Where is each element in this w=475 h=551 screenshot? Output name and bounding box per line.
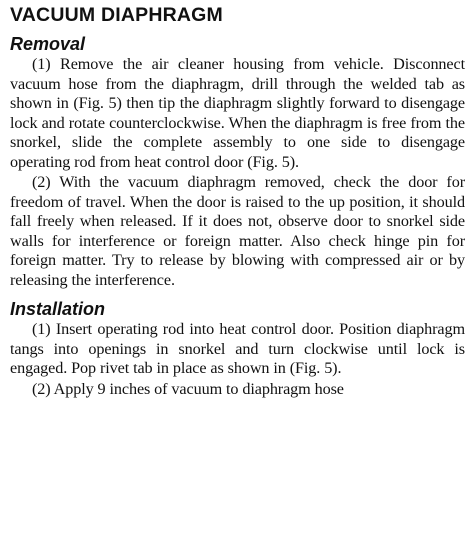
removal-step-1: (1) Remove the air cleaner housing from vehicle. Disconnect vacuum hose from the diaphragm, drill through the welded tab as shown in (Fig. 5) then tip the diaphragm slightly forward to disengage lock and rotate counterclockwise. When the diaphragm is free from the snorkel, slide the complete assembly to one side to disengage operating rod from heat control door (Fig. 5). [10,55,465,171]
installation-heading: Installation [10,299,106,319]
installation-section [10,298,465,399]
removal-step-2: (2) With the vacuum diaphragm removed, check the door for freedom of travel. When the door is raised to the up position, it should fall freely when released. If it does not, observe door to snorkel side walls for interference or foreign matter. Also check hinge pin for foreign matter. Try to release by blowing with compressed air or by releasing the interference. [10,173,465,289]
removal-heading: Removal [10,34,86,54]
removal-section [10,33,465,290]
installation-step-2: (2) Apply 9 inches of vacuum to diaphragm hose [32,379,344,398]
installation-step-1: (1) Insert operating rod into heat control door. Position diaphragm tangs into openings in snorkel and turn clockwise until lock is engaged. Pop rivet tab in place as shown in (Fig. 5). [10,320,465,377]
page-title: VACUUM DIAPHRAGM [10,4,223,26]
